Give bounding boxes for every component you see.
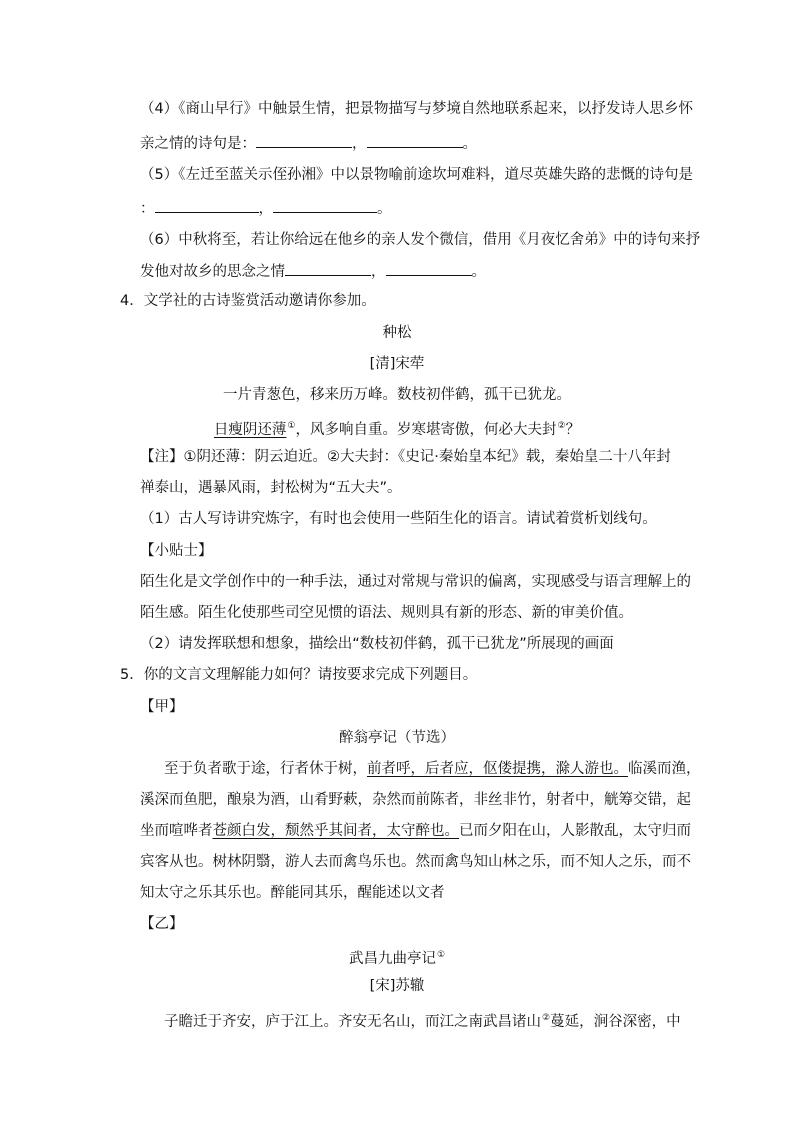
poem-line-2 [0, 416, 794, 440]
passage-text: 临溪而渔， [628, 761, 701, 777]
note-line-1: 【注】①阴还薄：阴云迫近。②大夫封：《史记·秦始皇本纪》载，秦始皇二十八年封 [140, 449, 671, 465]
passage-text: 已而夕阳在山，人影散乱，太守归而 [459, 823, 691, 839]
note-marker: ② [557, 421, 566, 431]
tip-line-1: 陌生化是文学创作中的一种手法，通过对常规与常识的偏离，实现感受与语言理解上的 [140, 574, 691, 590]
q4-stem: 4．文学社的古诗鉴赏活动邀请你参加。 [120, 293, 376, 309]
passage-yi-title [0, 945, 794, 969]
poem-title: 种松 [382, 325, 412, 341]
poem-line-1: 一片青葱色，移来历万峰。数枝初伴鹤，孤干已犹龙。 [223, 387, 571, 403]
note-marker: ① [287, 421, 296, 431]
note-line-2: 禅泰山，遇暴风雨，封松树为“五大夫”。 [140, 480, 402, 496]
q4-sub1: （1）古人写诗讲究炼字，有时也会使用一些陌生化的语言。请试着赏析划线句。 [140, 511, 657, 527]
passage-text: 蔓延，涧谷深密，中 [550, 1014, 681, 1030]
underlined-sentence: 前者呼，后者应，伛偻提携，滁人游也。 [367, 761, 628, 777]
q3-item5-line1: （5）《左迁至蓝关示侄孙湘》中以景物喻前途坎坷难料，道尽英雄失路的悲慨的诗句是 [140, 167, 693, 183]
answer-blank[interactable] [273, 198, 377, 213]
q3-item4-line2 [140, 133, 477, 154]
poem-author: [清]宋荦 [369, 356, 425, 372]
passage-text: 坐而喧哗者 [140, 823, 213, 839]
underlined-phrase: 日瘦阴还薄 [213, 422, 287, 438]
passage-jia-line-3 [140, 821, 691, 841]
comma: ， [258, 201, 273, 217]
answer-blank[interactable] [256, 133, 352, 148]
passage-yi-line-1 [164, 1008, 681, 1032]
q3-item4-line1: （4）《商山早行》中触景生情，把景物描写与梦境自然地联系起来，以抒发诗人思乡怀 [140, 101, 693, 117]
passage-jia-title: 醉翁亭记（节选） [339, 730, 455, 746]
answer-blank[interactable] [367, 133, 463, 148]
q4-sub2: （2）请发挥联想和想象，描绘出“数枝初伴鹤，孤干已犹龙”所展现的画面 [140, 636, 614, 652]
answer-blank[interactable] [285, 261, 371, 276]
tip-line-2: 陌生感。陌生化使那些司空见惯的语法、规则具有新的形态、新的审美价值。 [140, 605, 633, 621]
comma: ， [371, 264, 386, 280]
q3-item4-prompt: 亲之情的诗句是： [140, 136, 256, 152]
passage-jia-line-2: 溪深而鱼肥，酿泉为酒，山肴野蔌，杂然而前陈者，非丝非竹，射者中，觥筹交错，起 [140, 792, 691, 808]
period: 。 [462, 136, 477, 152]
passage-jia-line-1 [164, 759, 701, 779]
q5-stem: 5．你的文言文理解能力如何？请按要求完成下列题目。 [120, 667, 478, 683]
passage-jia-label: 【甲】 [140, 699, 184, 715]
period: 。 [471, 264, 486, 280]
q3-item6-prompt: 发他对故乡的思念之情 [140, 264, 285, 280]
colon: ： [140, 201, 155, 217]
q3-item6-line1: （6）中秋将至，若让你给远在他乡的亲人发个微信，借用《月夜忆舍弟》中的诗句来抒 [140, 232, 701, 248]
passage-yi-author: [宋]苏辙 [369, 978, 425, 994]
question-mark: ？ [565, 422, 581, 438]
passage-yi-title-text: 武昌九曲亭记 [348, 951, 436, 967]
poem-line-2-text: ，风多响自重。岁寒堪寄傲，何必大夫封 [295, 422, 557, 438]
answer-blank[interactable] [386, 261, 472, 276]
passage-jia-line-4: 宾客从也。树林阴翳，游人去而禽鸟乐也。然而禽鸟知山林之乐，而不知人之乐，而不 [140, 854, 691, 870]
period: 。 [377, 201, 392, 217]
comma: ， [352, 136, 367, 152]
note-marker: ② [542, 1013, 551, 1023]
tip-title: 【小贴士】 [140, 543, 213, 559]
passage-text: 子瞻迁于齐安，庐于江上。齐安无名山，而江之南武昌诸山 [164, 1014, 541, 1030]
underlined-sentence: 苍颜白发，颓然乎其间者，太守醉也。 [212, 823, 459, 839]
answer-blank[interactable] [155, 198, 259, 213]
note-marker: ① [436, 950, 446, 960]
q3-item6-line2 [140, 261, 486, 282]
passage-jia-line-5: 知太守之乐其乐也。醉能同其乐，醒能述以文者 [140, 885, 445, 901]
q3-item5-line2 [140, 198, 392, 219]
passage-text: 至于负者歌于途，行者休于树， [164, 761, 367, 777]
passage-yi-label: 【乙】 [140, 916, 184, 932]
